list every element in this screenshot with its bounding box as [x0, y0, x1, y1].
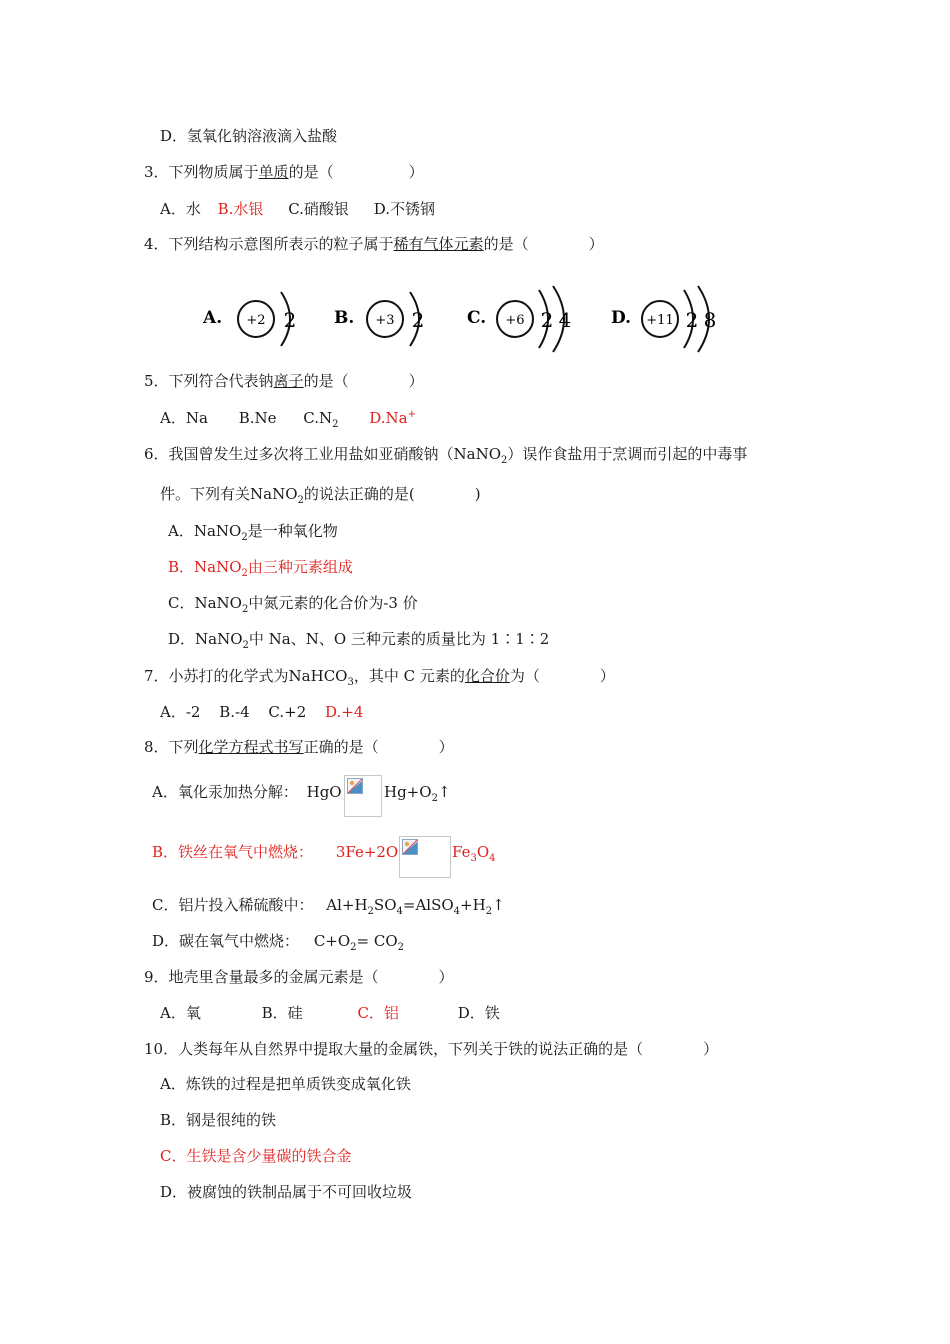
q4-stem-pre: 4．下列结构示意图所表示的粒子属于	[144, 235, 394, 253]
q5-stem-post: 的是（ ）	[303, 372, 424, 390]
q7-option-b: B.-4	[219, 703, 250, 721]
q3-option-d: D.不锈钢	[373, 200, 435, 218]
q10-option-a: A．炼铁的过程是把单质铁变成氧化铁	[160, 1075, 411, 1093]
q6-option-a: A．NaNO$_2$是一种氧化物	[168, 522, 338, 543]
q6-option-b: B．NaNO$_2$由三种元素组成	[168, 558, 353, 579]
atom-b-shell-1-count: 2	[411, 308, 425, 332]
q8-option-b: B．铁丝在氧气中燃烧： 3Fe+2O	[152, 843, 399, 861]
atom-a-shell-1-count: 2	[283, 308, 297, 332]
atom-diagram-d	[611, 286, 716, 352]
reaction-condition-image	[399, 836, 451, 878]
q5-option-d: D.Na+	[369, 409, 416, 427]
atom-d-label: D.	[611, 308, 632, 328]
question-3-options	[160, 199, 435, 219]
q10-option-d: D．被腐蚀的铁制品属于不可回收垃圾	[160, 1183, 413, 1201]
q8-stem-keyword: 化学方程式书写	[198, 738, 304, 756]
atom-b-nucleus: +3	[375, 313, 395, 328]
question-8-stem: 8．下列化学方程式书写正确的是（ ）	[144, 738, 454, 756]
question-5-stem	[144, 371, 424, 391]
q6-option-c: C．NaNO$_2$中氮元素的化合价为-3 价	[168, 594, 418, 615]
q3-stem-pre: 3．下列物质属于	[144, 163, 259, 181]
q7-option-c: C.+2	[268, 703, 307, 721]
q8-option-d: D．碳在氧气中燃烧： $C+O_2= CO_2$	[152, 932, 405, 953]
broken-image-icon	[347, 778, 363, 794]
q8-option-b-products: $Fe_3O_4$	[452, 843, 496, 864]
q8-option-a: A．氧化汞加热分解： HgO	[152, 783, 342, 801]
atom-b-label: B.	[334, 308, 355, 328]
atom-a-label: A.	[203, 308, 223, 328]
atom-c-shell-2-count: 4	[558, 308, 572, 332]
question-5-options	[160, 408, 416, 428]
q5-option-c: $C.N_2$	[303, 409, 339, 430]
atom-d-nucleus: +11	[646, 313, 674, 328]
question-10-stem: 10．人类每年从自然界中提取大量的金属铁，下列关于铁的说法正确的是（ ）	[144, 1040, 719, 1058]
q9-option-b: B．硅	[261, 1004, 303, 1022]
question-9-stem: 9．地壳里含量最多的金属元素是（ ）	[144, 968, 454, 986]
question-6-stem-line-2: 件。下列有关NaNO$_2$的说法正确的是( )	[160, 485, 481, 506]
atom-c-label: C.	[467, 308, 487, 328]
atom-diagram-c	[467, 286, 571, 352]
q3-stem-keyword: 单质	[258, 163, 289, 181]
q8-option-a-products: $Hg+O_2↑$	[384, 783, 451, 804]
broken-image-icon	[402, 839, 418, 855]
question-9-options	[160, 1003, 500, 1023]
atom-d-shell-2-count: 8	[703, 308, 717, 332]
q5-option-b: B.Ne	[238, 409, 277, 427]
atom-d-shell-1-count: 2	[685, 308, 699, 332]
q3-option-b: B.水银	[217, 200, 264, 218]
q5-stem-pre: 5．下列符合代表钠	[144, 372, 274, 390]
q7-stem-keyword: 化合价	[464, 667, 510, 685]
question-3-stem	[144, 162, 424, 182]
q9-option-c: C．铝	[357, 1004, 399, 1022]
atom-c-nucleus: +6	[505, 313, 525, 328]
question-6-stem-line-1: 6．我国曾发生过多次将工业用盐如亚硝酸钠（NaNO$_2$）误作食盐用于烹调而引起的中毒事	[144, 445, 748, 466]
q3-stem-post: 的是（ ）	[288, 163, 424, 181]
question-4-stem	[144, 234, 604, 254]
q2-option-d: D．氢氧化钠溶液滴入盐酸	[160, 127, 338, 145]
q4-stem-keyword: 稀有气体元素	[393, 235, 484, 253]
q3-option-a: A．水	[160, 200, 201, 218]
q5-stem-keyword: 离子	[273, 372, 304, 390]
q5-option-a: A．Na	[160, 409, 208, 427]
q10-option-c: C．生铁是含少量碳的铁合金	[160, 1147, 352, 1165]
atom-diagram-a	[202, 292, 296, 346]
q8-option-c: C．铝片投入稀硫酸中： $Al+H_2SO_4=AlSO_4+H_2↑$	[152, 896, 505, 917]
atomic-structure-diagrams	[195, 282, 735, 354]
atom-diagram-b	[334, 292, 424, 346]
q9-option-a: A．氧	[160, 1004, 201, 1022]
q10-option-b: B．钢是很纯的铁	[160, 1111, 277, 1129]
q9-option-d: D．铁	[457, 1004, 500, 1022]
q4-stem-post: 的是（ ）	[483, 235, 604, 253]
atom-a-nucleus: +2	[246, 313, 266, 328]
q7-option-d: D.+4	[325, 703, 364, 721]
q3-option-c: C.硝酸银	[288, 200, 349, 218]
q6-option-d: D．NaNO$_2$中 Na、N、O 三种元素的质量比为 1∶1∶2	[168, 630, 550, 651]
q7-option-a: A．-2	[160, 703, 201, 721]
question-7-stem: 7．小苏打的化学式为NaHCO$_3$，其中 C 元素的化合价为（ ）	[144, 667, 615, 688]
reaction-condition-image	[344, 775, 382, 817]
atom-c-shell-1-count: 2	[540, 308, 554, 332]
question-7-options	[160, 702, 363, 722]
